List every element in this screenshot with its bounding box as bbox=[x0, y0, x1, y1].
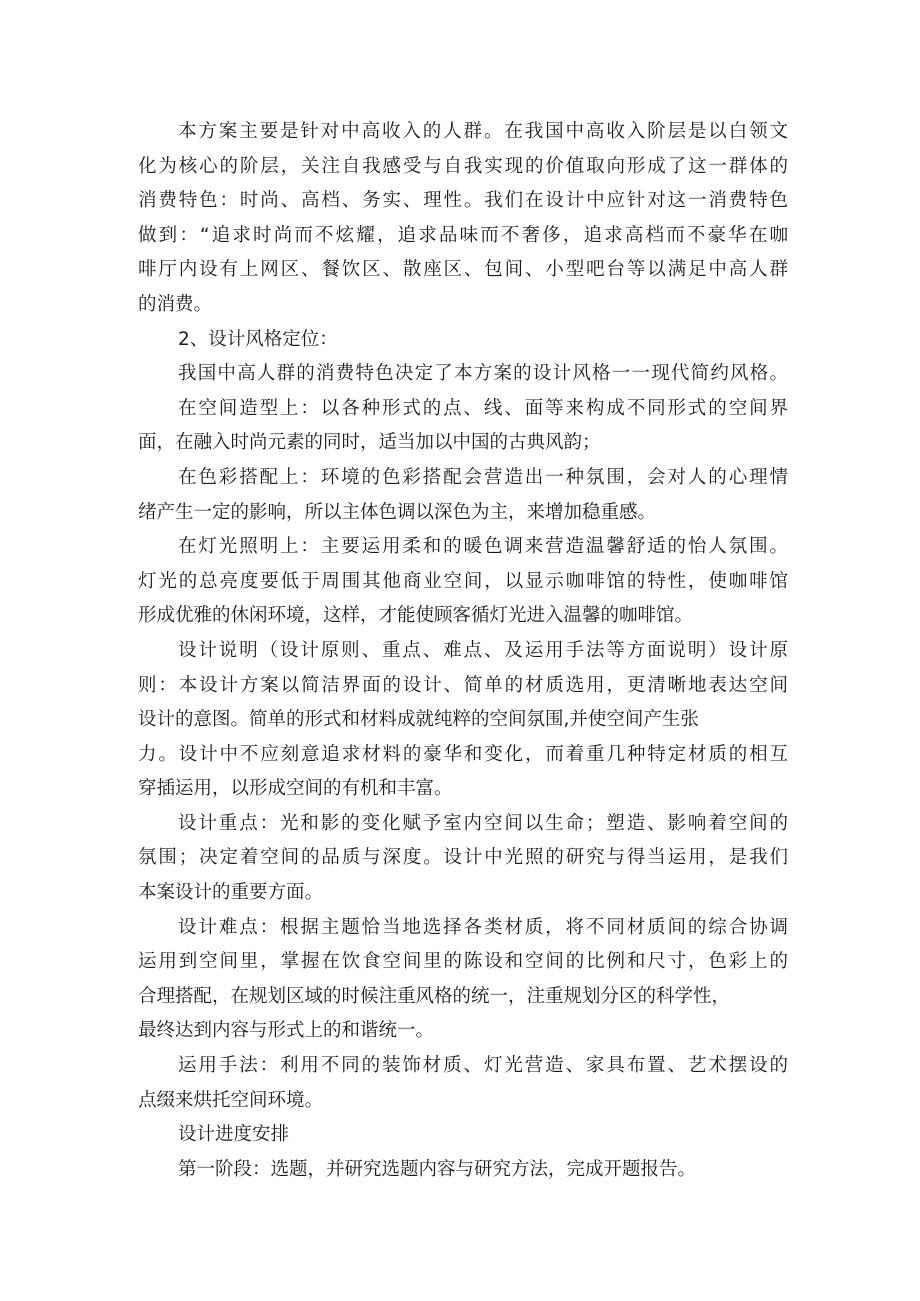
text-line: 做到：“追求时尚而不炫耀，追求品味而不奢侈，追求高档而不豪华在咖 bbox=[138, 224, 788, 246]
text-line: 的消费。 bbox=[138, 293, 213, 315]
text-line: 灯光的总亮度要低于周围其他商业空间，以显示咖啡馆的特性，使咖啡馆 bbox=[138, 570, 788, 592]
text-line: 最终达到内容与形式上的和谐统一。 bbox=[138, 1020, 435, 1042]
text-line: 在灯光照明上：主要运用柔和的暖色调来营造温馨舒适的怡人氛围。 bbox=[178, 536, 788, 558]
text-line: 啡厅内设有上网区、餐饮区、散座区、包间、小型吧台等以满足中高人群 bbox=[138, 259, 788, 281]
text-line: 设计难点：根据主题恰当地选择各类材质，将不同材质间的综合协调 bbox=[178, 916, 788, 938]
text-line: 氛围；决定着空间的品质与深度。设计中光照的研究与得当运用，是我们 bbox=[138, 847, 788, 869]
document-body bbox=[138, 115, 788, 1187]
text-line: 设计的意图。简单的形式和材料成就纯粹的空间氛围,并使空间产生张 bbox=[138, 709, 699, 731]
text-line: 本方案主要是针对中高收入的人群。在我国中高收入阶层是以白领文 bbox=[178, 121, 788, 142]
text-line: 合理搭配，在规划区域的时候注重风格的统一，注重规划分区的科学性， bbox=[138, 985, 731, 1007]
text-line: 点缀来烘托空间环境。 bbox=[138, 1089, 324, 1111]
text-line: 形成优雅的休闲环境，这样，才能使顾客循灯光进入温馨的咖啡馆。 bbox=[138, 605, 694, 627]
text-line: 运用手法：利用不同的装饰材质、灯光营造、家具布置、艺术摆设的 bbox=[178, 1055, 788, 1077]
text-line: 则：本设计方案以简洁界面的设计、简单的材质选用，更清晰地表达空间 bbox=[138, 674, 788, 696]
text-line: 化为核心的阶层，关注自我感受与自我实现的价值取向形成了这一群体的 bbox=[138, 155, 788, 177]
text-line: 运用到空间里，掌握在饮食空间里的陈设和空间的比例和尺寸，色彩上的 bbox=[138, 951, 788, 973]
text-line: 绪产生一定的影响，所以主体色调以深色为主，来增加稳重感。 bbox=[138, 501, 657, 523]
text-line: 设计重点：光和影的变化赋予室内空间以生命；塑造、影响着空间的 bbox=[178, 812, 788, 834]
text-line: 穿插运用，以形成空间的有机和丰富。 bbox=[138, 778, 453, 800]
text-line: 我国中高人群的消费特色决定了本方案的设计风格一一现代简约风格。 bbox=[178, 363, 788, 385]
text-line: 在空间造型上：以各种形式的点、线、面等来构成不同形式的空间界 bbox=[178, 397, 788, 419]
text-line: 2、设计风格定位： bbox=[178, 328, 338, 350]
text-line: 第一阶段：选题，并研究选题内容与研究方法，完成开题报告。 bbox=[178, 1158, 697, 1180]
text-line: 消费特色：时尚、高档、务实、理性。我们在设计中应针对这一消费特色 bbox=[138, 190, 788, 212]
text-line: 在色彩搭配上：环境的色彩搭配会营造出一种氛围，会对人的心理情 bbox=[178, 466, 788, 488]
text-line: 设计进度安排 bbox=[178, 1124, 290, 1146]
text-line: 力。设计中不应刻意追求材料的豪华和变化，而着重几种特定材质的相互 bbox=[138, 743, 788, 765]
text-line: 设计说明（设计原则、重点、难点、及运用手法等方面说明）设计原 bbox=[178, 639, 788, 661]
text-line: 面，在融入时尚元素的同时，适当加以中国的古典风韵； bbox=[138, 432, 601, 454]
text-line: 本案设计的重要方面。 bbox=[138, 882, 324, 904]
